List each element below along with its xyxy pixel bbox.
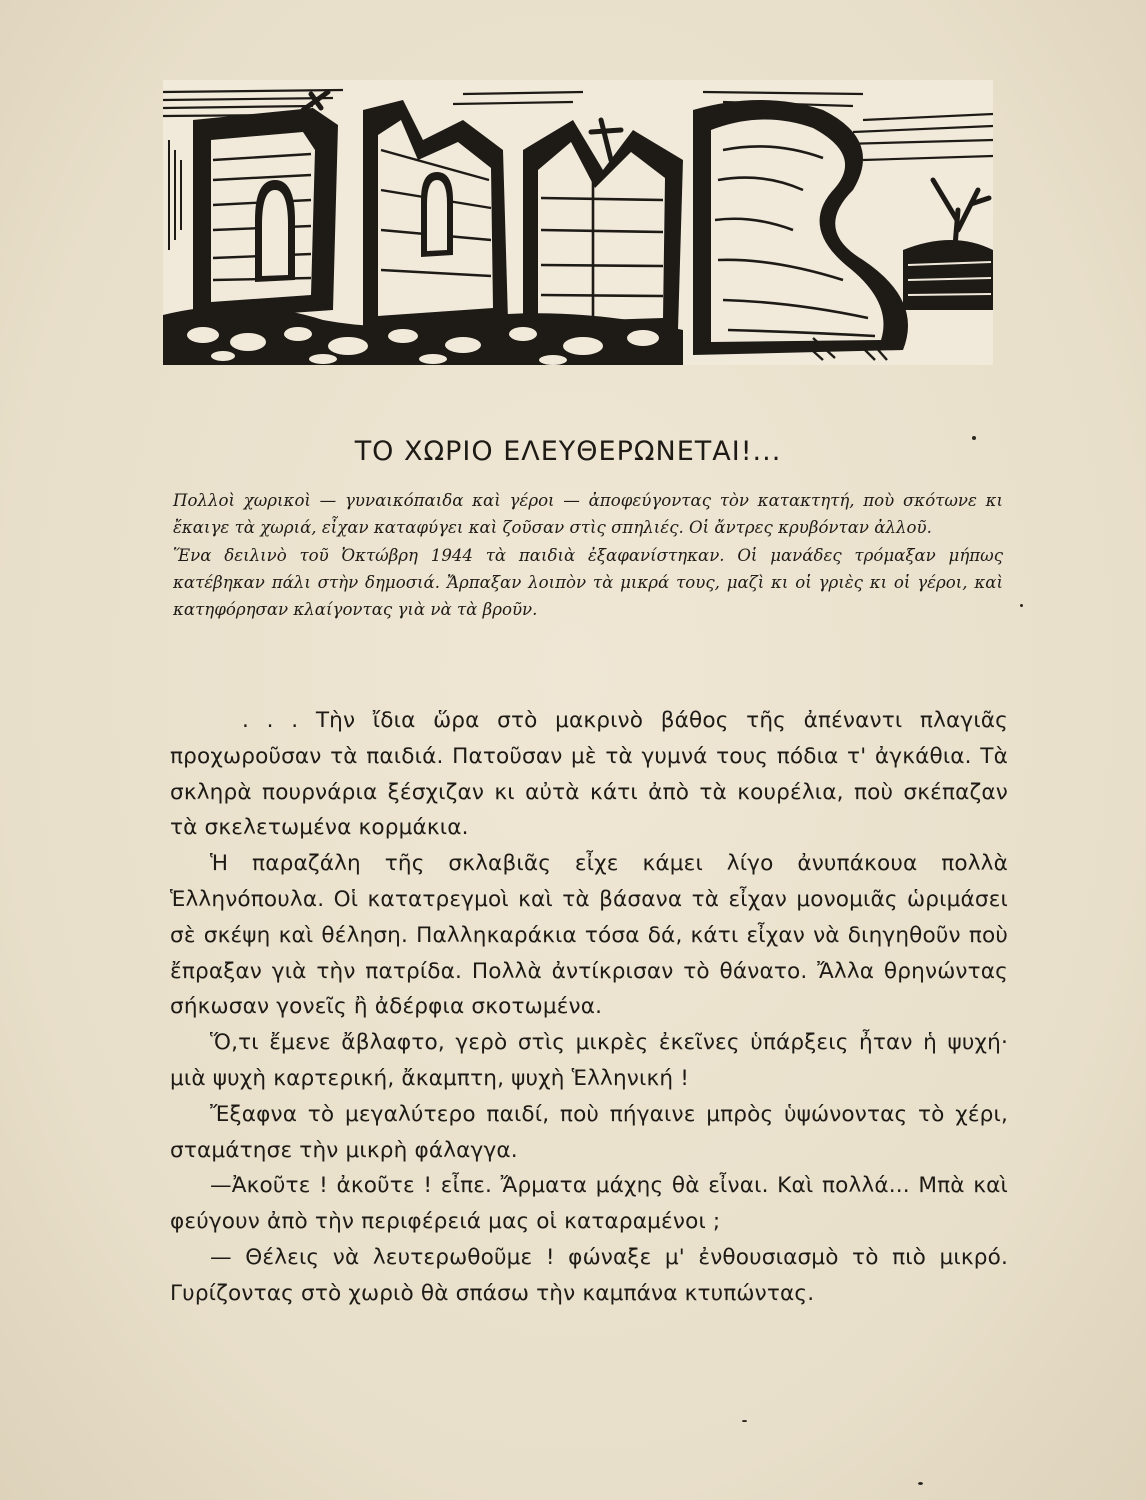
ink-speck: [742, 1420, 747, 1422]
body-paragraph: . . . Τὴν ἴδια ὥρα στὸ μακρινὸ βάθος τῆς ἀπέναντι πλαγιᾶς προχωροῦσαν τὰ παιδιά. Πατοῦσαν μὲ τὰ γυμνά τους πόδια τ' ἀγκάθια. Τὰ σκληρὰ πουρνάρια ξέσχιζαν κι αὐτὰ κάτι ἀπὸ τὰ κουρέλια, ποὺ σκέπαζαν τὰ σκελετωμένα κορμάκια.: [170, 708, 1008, 841]
ink-speck: [918, 1482, 923, 1485]
woodcut-ruined-village-icon: [163, 80, 993, 365]
body-paragraph: — Θέλεις νὰ λευτερωθοῦμε ! φώναξε μ' ἐνθουσιασμὸ τὸ πιὸ μικρό. Γυρίζοντας στὸ χωριὸ θὰ σπάσω τὴν καμπάνα κτυπώντας.: [170, 1244, 1008, 1306]
body-paragraph: Ἡ παραζάλη τῆς σκλαβιᾶς εἶχε κάμει λίγο ἀνυπάκουα πολλὰ Ἑλληνόπουλα. Οἱ κατατρεγμοὶ καὶ τὰ βάσανα τὰ εἶχαν μονομιᾶς ὡριμάσει σὲ σκέψη καὶ θέληση. Παλληκαράκια τόσα δά, κάτι εἶχαν νὰ διηγηθοῦν ποὺ ἔπραξαν γιὰ τὴν πατρίδα. Πολλὰ ἀντίκρισαν τὸ θάνατο. Ἄλλα θρηνώντας σήκωσαν γονεῖς ἢ ἀδέρφια σκοτωμένα.: [170, 851, 1008, 1020]
story-text: [170, 703, 1008, 1312]
ink-speck: [972, 436, 976, 440]
body-paragraph: —Ἀκοῦτε ! ἀκοῦτε ! εἶπε. Ἄρματα μάχης θὰ εἶναι. Καὶ πολλά... Μπὰ καὶ φεύγουν ἀπὸ τὴν περιφέρειά μας οἱ καταραμένοι ;: [170, 1173, 1008, 1235]
page-title: ΤΟ ΧΩΡΙΟ ΕΛΕΥΘΕΡΩΝΕΤΑΙ!...: [354, 436, 782, 468]
intro-paragraph: Πολλοὶ χωρικοὶ — γυναικόπαιδα καὶ γέροι — ἀποφεύγοντας τὸν κατακτητή, ποὺ σκότωνε κι ἔκαιγε τὰ χωριά, εἶχαν καταφύγει καὶ ζοῦσαν στὶς σπηλιές. Οἱ ἄντρες κρυβόνταν ἀλλοῦ.: [173, 491, 1003, 538]
ink-speck: [1020, 604, 1023, 607]
intro-paragraphs: [173, 487, 1003, 623]
body-paragraph: Ἔξαφνα τὸ μεγαλύτερο παιδί, ποὺ πήγαινε μπρὸς ὑψώνοντας τὸ χέρι, σταμάτησε τὴν μικρὴ φάλαγγα.: [170, 1101, 1008, 1163]
intro-paragraph: Ἕνα δειλινὸ τοῦ Ὀκτώβρη 1944 τὰ παιδιὰ ἐξαφανίστηκαν. Οἱ μανάδες τρόμαξαν μήπως κατέβηκαν πάλι στὴν δημοσιά. Ἄρπαξαν λοιπὸν τὰ μικρά τους, μαζὶ κι οἱ γριὲς κι οἱ γέροι, καὶ κατηφόρησαν κλαίγοντας γιὰ νὰ τὰ βροῦν.: [173, 545, 1003, 620]
body-paragraph: Ὅ,τι ἔμενε ἄβλαφτο, γερὸ στὶς μικρὲς ἐκεῖνες ὑπάρξεις ἦταν ἡ ψυχή· μιὰ ψυχὴ καρτερική, ἄκαμπτη, ψυχὴ Ἑλληνική !: [170, 1030, 1008, 1091]
